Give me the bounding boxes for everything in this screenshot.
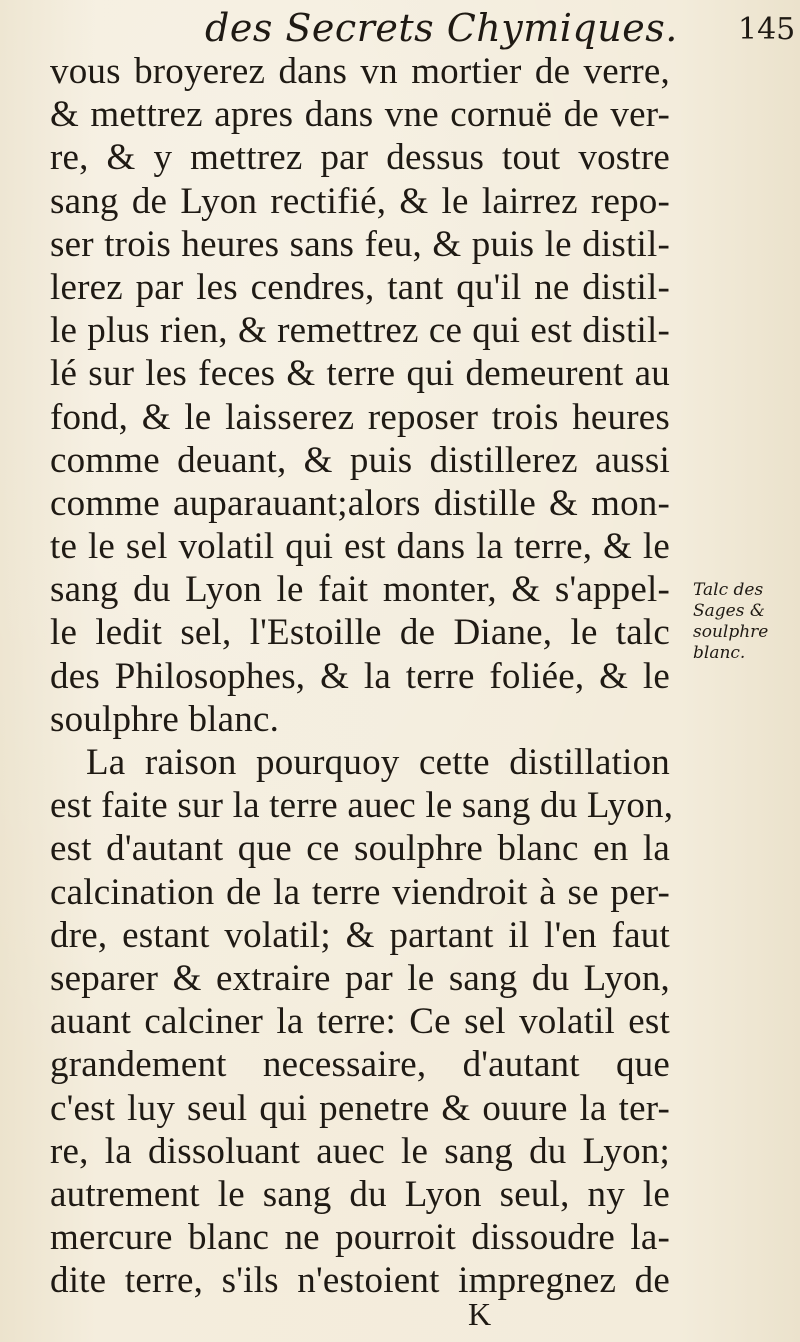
text-line: c'est luy seul qui penetre & ouure la ter-	[50, 1087, 670, 1129]
text-line: & mettrez apres dans vne cornuë de ver-	[50, 94, 670, 136]
text-line: est d'autant que ce soulphre blanc en la	[50, 828, 670, 870]
page-number: 145	[738, 12, 796, 47]
paragraph-start-line: La raison pourquoy cette distillation	[86, 742, 670, 783]
text-line: dre, estant volatil; & partant il l'en faut	[50, 914, 670, 956]
text-line: dite terre, s'ils n'estoient impregnez de	[50, 1260, 670, 1302]
text-line: comme auparauant;alors distille & mon-	[50, 482, 670, 524]
text-line: sang de Lyon rectifié, & le lairrez repo-	[50, 180, 670, 222]
text-line: des Philosophes, & la terre foliée, & le	[50, 655, 670, 697]
text-line: lerez par les cendres, tant qu'il ne distil-	[50, 266, 670, 308]
text-line: te le sel volatil qui est dans la terre, & le	[50, 526, 670, 568]
text-line: sang du Lyon le fait monter, & s'appel-	[50, 569, 670, 611]
text-line: auant calciner la terre: Ce sel volatil est	[50, 1001, 670, 1043]
text-line: calcination de la terre viendroit à se per-	[50, 871, 670, 913]
text-line: grandement necessaire, d'autant que	[50, 1044, 670, 1086]
text-line: lé sur les feces & terre qui demeurent au	[50, 353, 670, 395]
margin-note-line: blanc.	[693, 643, 746, 663]
main-text	[50, 50, 674, 1302]
text-line: mercure blanc ne pourroit dissoudre la-	[50, 1217, 670, 1259]
signature-mark: K	[468, 1296, 492, 1332]
text-line: le plus rien, & remettrez ce qui est distil-	[50, 310, 670, 352]
text-line: soulphre blanc.	[50, 698, 280, 740]
text-line: autrement le sang du Lyon seul, ny le	[50, 1173, 670, 1215]
margin-note-line: soulphre	[693, 622, 769, 642]
text-line: ser trois heures sans feu, & puis le distil-	[50, 223, 670, 265]
text-line: vous broyerez dans vn mortier de verre,	[50, 51, 670, 92]
margin-note-line: Sages &	[693, 601, 765, 621]
margin-note	[693, 580, 793, 664]
running-title: des Secrets Chymiques.	[205, 6, 678, 50]
text-line: est faite sur la terre auec le sang du Lyon,	[50, 785, 674, 827]
margin-note-line: Talc des	[693, 580, 764, 600]
text-line: fond, & le laisserez reposer trois heures	[50, 396, 670, 438]
text-line: le ledit sel, l'Estoille de Diane, le talc	[50, 612, 670, 654]
text-line: re, & y mettrez par dessus tout vostre	[50, 137, 670, 179]
text-line: separer & extraire par le sang du Lyon,	[50, 957, 670, 999]
text-line: comme deuant, & puis distillerez aussi	[50, 439, 670, 481]
text-line: re, la dissoluant auec le sang du Lyon;	[50, 1130, 670, 1172]
